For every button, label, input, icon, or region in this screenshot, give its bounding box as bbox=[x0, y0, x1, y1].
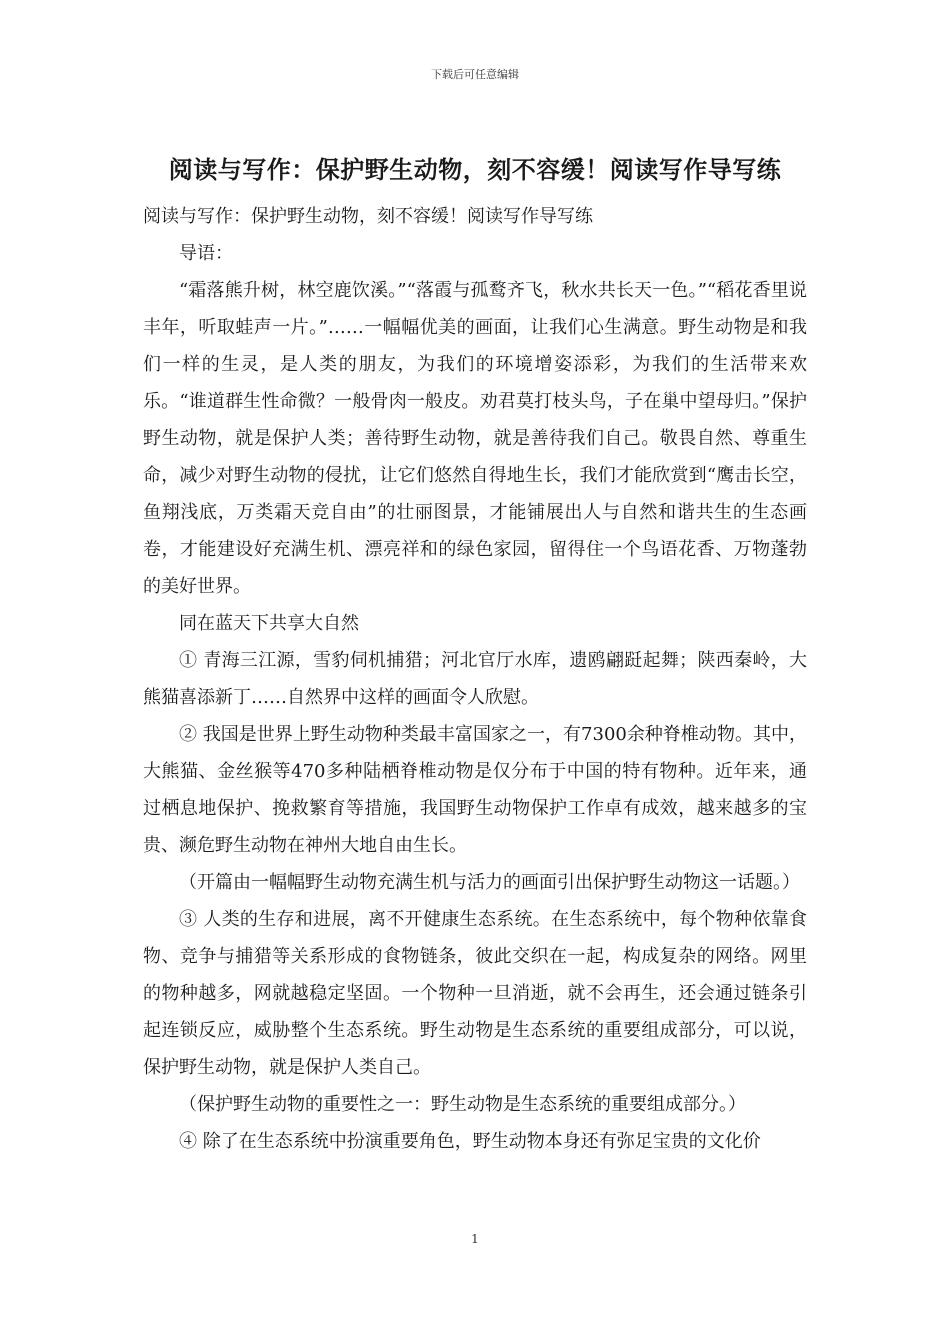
paragraph-intro: “霜落熊升树，林空鹿饮溪。”“落霞与孤鹜齐飞，秋水共长天一色。”“稻花香里说丰年，听取蛙声一片。”……一幅幅优美的画面，让我们心生满意。野生动物是和我们一样的生灵，是人类的朋友，为我们的环境增姿添彩，为我们的生活带来欢乐。“谁道群生性命微？一般骨肉一般皮。劝君莫打枝头鸟，子在巢中望母归。”保护野生动物，就是保护人类；善待野生动物，就是善待我们自己。敬畏自然、尊重生命，减少对野生动物的侵扰，让它们悠然自得地生长，我们才能欣赏到“鹰击长空，鱼翔浅底，万类霜天竞自由”的壮丽图景，才能铺展出人与自然和谐共生的生态画卷，才能建设好充满生机、漂亮祥和的绿色家园，留得住一个鸟语花香、万物蓬勃的美好世界。 bbox=[143, 280, 807, 597]
document-title: 阅读与写作：保护野生动物，刻不容缓！阅读写作导写练 bbox=[168, 155, 782, 184]
subtitle-line: 阅读与写作：保护野生动物，刻不容缓！阅读写作导写练 bbox=[143, 206, 593, 227]
paragraph-2: ② 我国是世界上野生动物种类最丰富国家之一，有7300余种脊椎动物。其中，大熊猫、金丝猴等470多种陆栖脊椎动物是仅分布于中国的特有物种。近年来，通过栖息地保护、挽救繁育等措施，我国野生动物保护工作卓有成效，越来越多的宝贵、濒危野生动物在神州大地自由生长。 bbox=[143, 724, 807, 856]
page-number: 1 bbox=[471, 1232, 479, 1246]
header-note: 下载后可任意编辑 bbox=[431, 68, 519, 81]
document-body bbox=[143, 198, 807, 1160]
paragraph-1: ① 青海三江源，雪豹伺机捕猎；河北官厅水库，遗鸥翩跹起舞；陕西秦岭，大熊猫喜添新丁……自然界中这样的画面令人欣慰。 bbox=[143, 650, 807, 708]
annotation-1: （开篇由一幅幅野生动物充满生机与活力的画面引出保护野生动物这一话题。） bbox=[179, 872, 800, 893]
section-heading: 同在蓝天下共享大自然 bbox=[179, 613, 359, 634]
paragraph-3: ③ 人类的生存和进展，离不开健康生态系统。在生态系统中，每个物种依靠食物、竞争与捕猎等关系形成的食物链条，彼此交织在一起，构成复杂的网络。网里的物种越多，网就越稳定坚固。一个物种一旦消逝，就不会再生，还会通过链条引起连锁反应，威胁整个生态系统。野生动物是生态系统的重要组成部分，可以说，保护野生动物，就是保护人类自己。 bbox=[143, 909, 807, 1078]
annotation-2: （保护野生动物的重要性之一：野生动物是生态系统的重要组成部分。） bbox=[179, 1094, 746, 1115]
intro-heading: 导语： bbox=[179, 243, 233, 264]
paragraph-4: ④ 除了在生态系统中扮演重要角色，野生动物本身还有弥足宝贵的文化价 bbox=[179, 1131, 761, 1152]
